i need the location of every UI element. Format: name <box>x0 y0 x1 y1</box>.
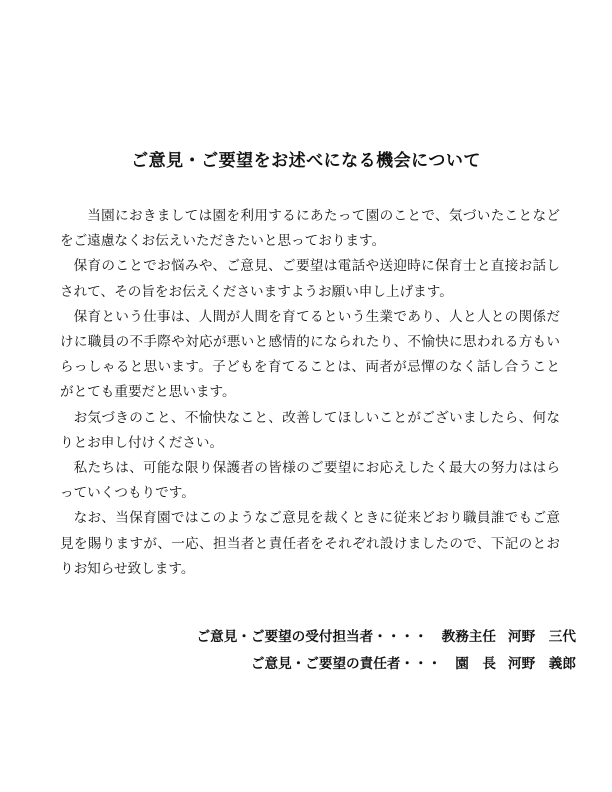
paragraph: 当園におきましては園を利用するにあたって園のことで、気づいたことなどをご遠慮なくお伝えいただきたいと思っております。 <box>60 208 560 250</box>
contact-role: 教務主任 <box>441 629 496 645</box>
contact-row-reception <box>130 624 576 651</box>
paragraph: 私たちは、可能な限り保護者の皆様のご要望にお応えしたく最大の努力ははらっていくつもりです。 <box>60 460 560 502</box>
contact-list <box>130 624 576 678</box>
paragraph: 保育という仕事は、人間が人間を育てるという生業であり、人と人との関係だけに職員の不手際や対応が悪いと感情的になられたり、不愉快に思われる方もいらっしゃると思います。子どもを育てることは、両者が忌憚のなく話し合うことがとても重要だと思います。 <box>60 308 560 401</box>
contact-row-responsible <box>130 651 576 678</box>
contact-label: ご意見・ご要望の受付担当者・・・・ <box>196 629 428 645</box>
paragraph: なお、当保育園ではこのようなご意見を裁くときに従来どおり職員誰でもご意見を賜りますが、一応、担当者と責任者をそれぞれ設けましたので、下記のとおりお知らせ致します。 <box>60 510 560 577</box>
contact-name: 河野 義郎 <box>508 656 576 672</box>
document-body <box>60 204 560 582</box>
paragraph: 保育のことでお悩みや、ご意見、ご要望は電話や送迎時に保育士と直接お話しされて、その旨をお伝えくださいますようお願い申し上げます。 <box>60 258 560 300</box>
paragraph: お気づきのこと、不愉快なこと、改善してほしいことがございましたら、何なりとお申し付けください。 <box>60 409 560 451</box>
document-title: ご意見・ご要望をお述べになる機会について <box>131 151 481 171</box>
contact-label: ご意見・ご要望の責任者・・・ <box>250 656 442 672</box>
contact-role: 園 長 <box>455 656 496 672</box>
contact-name: 河野 三代 <box>508 629 576 645</box>
